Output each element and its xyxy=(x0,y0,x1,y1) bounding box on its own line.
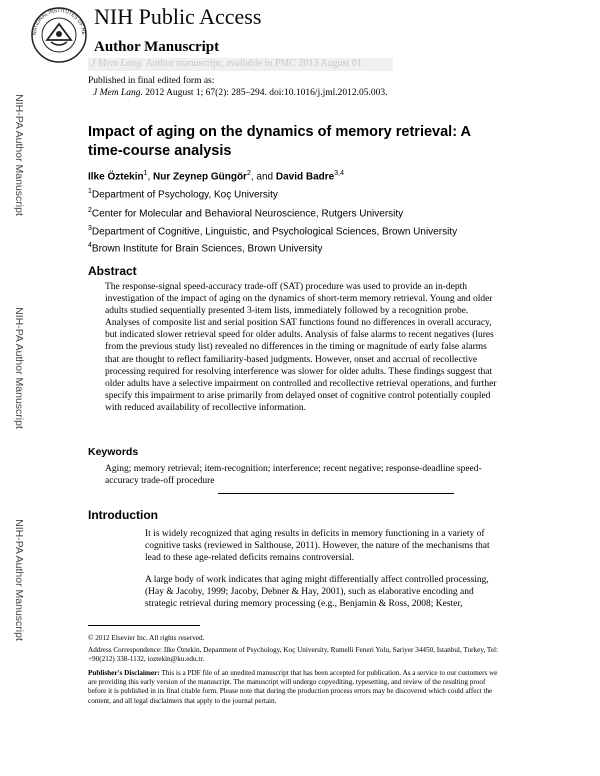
footnote-divider xyxy=(88,625,200,626)
keywords-text: Aging; memory retrieval; item-recognition; interference; recent negative; response-deadline speed-accuracy trade-off procedure xyxy=(105,464,482,487)
affiliation: $^3$Department of Cognitive, Linguistic, and Psychological Sciences, Brown University xyxy=(88,225,458,238)
keywords-heading: Keywords xyxy=(88,446,139,458)
author-name: Ilke Öztekin xyxy=(88,171,144,183)
availability-text: J Mem Lang. Author manuscript; available in PMC 2013 August 01. xyxy=(91,58,365,69)
author-manuscript-label: Author Manuscript xyxy=(94,39,220,55)
nih-public-access-title: NIH Public Access xyxy=(94,4,262,29)
abstract-text: The response-signal speed-accuracy trade-off (SAT) procedure was used to provide an in-depth investigation of the impact of aging on the dynamics of short-term memory retrieval. Young and older adults studied sequentially presented 3-item lists, immediately followed by a recognition probe. Analyses of composite list and serial position SAT functions found no differences in overall accuracy, but indicated slower retrieval speed for older adults. Analysis of false alarms to recent negatives (lures from the previous study list) revealed no differences in the timing or magnitude of early false alarms that are thought to reflect familiarity-based judgments. However, onset and accrual of recollective processing required for resolving interference was slower for older adults. These findings suggest that older adults have a selective impairment on controlled and recollective retrieval operations, and further specify this impairment to arise primarily from delayed onset of cognitive control potentially coupled with reduced availability of recollective information. xyxy=(105,282,497,413)
author-name: Nur Zeynep Güngör xyxy=(153,171,247,183)
author-name: David Badre xyxy=(275,171,335,183)
intro-paragraph: A large body of work indicates that aging might differentially affect controlled processing, (Hay & Jacoby, 1999; Jacoby, Debner & Hay, 2001), such as elaborative encoding and strategic retrieval during memory processing (e.g., Benjamin & Ross, 2008; Kester, xyxy=(145,575,489,610)
introduction-heading: Introduction xyxy=(88,508,158,522)
affiliation: $^1$Department of Psychology, Koç University xyxy=(88,188,278,201)
affiliation: $^4$Brown Institute for Brain Sciences, Brown University xyxy=(88,242,323,255)
side-label-bottom: NIH-PA Author Manuscript xyxy=(13,519,25,641)
article-title: Impact of aging on the dynamics of memory retrieval: A time-course analysis xyxy=(88,124,471,159)
author-list: Ilke Öztekin$^1$, Nur Zeynep Güngör$^2$, and David Badre$^{3,4}$ xyxy=(88,170,344,183)
affiliation: $^2$Center for Molecular and Behavioral Neuroscience, Rutgers University xyxy=(88,207,404,220)
intro-paragraph: It is widely recognized that aging results in deficits in memory functioning in a variety of cognitive tasks (reviewed in Salthouse, 2011). However, the nature of the mechanisms that lead to these age-related deficits remains controversial. xyxy=(145,529,490,564)
citation-line: J Mem Lang. 2012 August 1; 67(2): 285–294. doi:10.1016/j.jml.2012.05.003. xyxy=(93,88,388,98)
side-label-top: NIH-PA Author Manuscript xyxy=(13,94,25,216)
section-divider xyxy=(218,493,454,494)
abstract-heading: Abstract xyxy=(88,264,137,278)
side-label-middle: NIH-PA Author Manuscript xyxy=(13,307,25,429)
nih-seal-logo xyxy=(30,6,88,64)
copyright-note: © 2012 Elsevier Inc. All rights reserved. xyxy=(88,634,205,642)
correspondence-note: Address Correspondence: Ilke Öztekin, Department of Psychology, Koç University, Rumelli Feneri Yolu, Sariyer 34450, Istanbul, Turkey, Tel: +90(212) 338-1132, ioztekin@ku.edu.tr. xyxy=(88,646,498,664)
published-in-label: Published in final edited form as: xyxy=(88,76,215,86)
seal-text: NATIONAL INSTITUTES OF HE xyxy=(31,7,87,36)
publisher-disclaimer: Publisher's Disclaimer: This is a PDF file of an unedited manuscript that has been accepted for publication. As a service to our customers we are providing this early version of the manuscript. The manuscript will undergo copyediting, typesetting, and review of the resulting proof before it is published in its final citable form. Please note that during the production process errors may be discovered which could affect the content, and all legal disclaimers that apply to the journal pertain. xyxy=(88,669,498,705)
